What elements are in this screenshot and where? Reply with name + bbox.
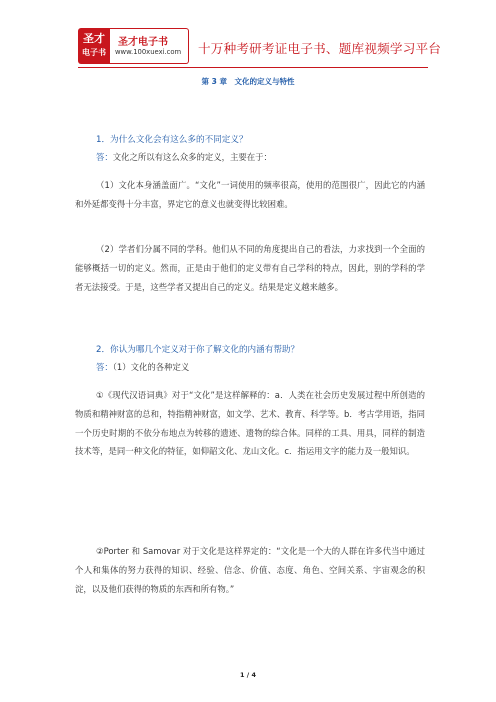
logo-line2: 电子书 bbox=[82, 48, 106, 57]
answer-2-definition-2: ②Porter 和 Samovar 对于文化是这样界定的：“文化是一个大的人群在许多代当中通过个人和集体的努力获得的知识、经验、信念、价值、态度、角色、空间关系、宇宙观念的积淀，以及他们获得的物质的东西和所有物。” bbox=[75, 546, 425, 594]
answer-1-intro-text: 文化之所以有这么众多的定义，主要在于： bbox=[112, 152, 272, 162]
answer-2-intro-text: （1）文化的各种定义 bbox=[112, 362, 190, 372]
question-2: 2．你认为哪几个定义对于你了解文化的内涵有帮助？ bbox=[96, 345, 300, 355]
answer-2-definition-1: ①《现代汉语词典》对于“文化”是这样解释的：a．人类在社会历史发展过程中所创造的物质和精神财富的总和，特指精神财富，如文学、艺术、教育、科学等。b．考古学用语，指同一个历史时期的不依分布地点为转移的遗迹、遗物的综合体。同样的工具、用具，同样的制造技术等，是同一种文化的特征，如仰韶文化、龙山文化。c．指运用文字的能力及一般知识。 bbox=[75, 390, 425, 457]
header-slogan: 十万种考研考证电子书、题库视频学习平台 bbox=[198, 41, 442, 56]
answer-1-intro bbox=[75, 148, 425, 167]
header-divider bbox=[78, 67, 428, 68]
logo-badge bbox=[78, 28, 110, 64]
logo-line1: 圣才 bbox=[83, 32, 105, 45]
answer-2-label: 答： bbox=[96, 362, 113, 372]
answer-1-point-1: （1）文化本身涵盖面广。“文化”一词使用的频率很高，使用的范围很广，因此它的内涵和外延都变得十分丰富，界定它的意义也就变得比较困难。 bbox=[75, 180, 425, 209]
answer-1-point-2: （2）学者们分属不同的学科。他们从不同的角度提出自己的看法，力求找到一个全面的能够概括一切的定义。然而，正是由于他们的定义带有自己学科的特点，因此，别的学科的学者无法接受。于是，这些学者又提出自己的定义。结果是定义越来越多。 bbox=[75, 244, 425, 292]
question-1: 1．为什么文化会有这么多的不同定义？ bbox=[96, 135, 248, 145]
logo-title: 圣才电子书 bbox=[118, 37, 168, 48]
page-header bbox=[78, 28, 442, 66]
brand-logo[interactable] bbox=[78, 28, 190, 64]
page-number: 1 / 4 bbox=[240, 671, 256, 679]
answer-1-label: 答： bbox=[96, 152, 113, 162]
logo-url: www.100xuexi.com bbox=[115, 48, 182, 56]
logo-text-box bbox=[110, 28, 189, 64]
chapter-title: 第 3 章 文化的定义与特性 bbox=[201, 77, 295, 86]
answer-2-intro bbox=[75, 358, 425, 377]
